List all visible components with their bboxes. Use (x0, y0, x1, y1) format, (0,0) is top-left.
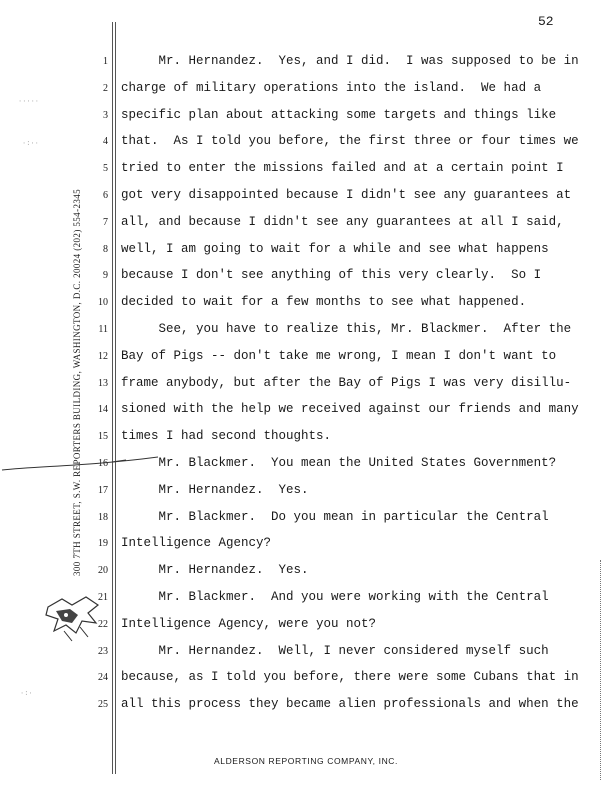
line-number: 9 (103, 270, 108, 282)
transcript-line: because, as I told you before, there were some Cubans that in (121, 670, 579, 685)
transcript-line: Mr. Hernandez. Yes. (121, 482, 309, 497)
transcript-line: charge of military operations into the island. We had a (121, 80, 542, 95)
transcript-line: that. As I told you before, the first three or four times we (121, 134, 579, 149)
margin-rule-right (115, 22, 116, 774)
transcript-line: got very disappointed because I didn't see any guarantees at (121, 188, 572, 202)
line-number: 1 (103, 56, 108, 67)
line-number: 20 (98, 565, 108, 577)
line-number: 15 (98, 431, 108, 443)
line-number: 22 (98, 618, 108, 630)
transcript-line: See, you have to realize this, Mr. Blackmer. After the (121, 322, 572, 336)
transcript-line: Mr. Blackmer. You mean the United States Government? (121, 456, 557, 470)
line-number: 7 (103, 216, 108, 228)
transcript-line: Mr. Blackmer. Do you mean in particular the Central (121, 509, 549, 524)
page-speckle: ····· (18, 98, 40, 106)
line-number: 18 (98, 511, 108, 523)
side-margin-address: 300 7TH STREET, S.W. REPORTERS BUILDING, WASHINGTON, D.C. 20024 (202) 554-2345 (72, 188, 82, 576)
stamp-mark-icon (42, 593, 104, 645)
transcript-line: all this process they became alien professionals and when the (121, 697, 579, 712)
transcript-line: Mr. Hernandez. Yes. (121, 563, 309, 578)
line-number: 23 (98, 645, 108, 657)
line-number: 6 (103, 190, 108, 201)
line-number: 10 (98, 297, 108, 309)
line-number: 13 (98, 377, 108, 389)
line-number: 25 (98, 699, 108, 711)
line-number: 8 (103, 243, 108, 255)
pen-stroke-mark (0, 452, 160, 482)
line-number: 21 (98, 592, 108, 603)
footer-reporting-company: ALDERSON REPORTING COMPANY, INC. (213, 756, 399, 766)
line-number: 2 (103, 82, 108, 94)
line-number: 3 (103, 109, 108, 121)
line-number: 19 (98, 538, 108, 550)
line-number: 11 (98, 324, 108, 335)
transcript-line: Mr. Hernandez. Yes, and I did. I was supposed to be in (121, 54, 579, 68)
page-speckle: ·:· (20, 690, 33, 698)
line-number: 17 (98, 484, 108, 496)
line-number: 24 (98, 672, 108, 684)
transcript-line: because I don't see anything of this very clearly. So I (121, 268, 542, 283)
transcript-line: sioned with the help we received against our friends and many (121, 402, 579, 417)
line-number: 5 (103, 163, 108, 175)
transcript-line: Mr. Hernandez. Well, I never considered myself such (121, 643, 549, 658)
transcript-line: Intelligence Agency, were you not? (121, 616, 377, 631)
transcript-line: well, I am going to wait for a while and see what happens (121, 241, 549, 256)
transcript-line: Intelligence Agency? (121, 536, 272, 551)
line-number: 12 (98, 350, 108, 362)
transcript-line: all, and because I didn't see any guarantees at all I said, (121, 214, 564, 229)
transcript-line: tried to enter the missions failed and at a certain point I (121, 161, 564, 176)
page-speckle: ·:·· (22, 140, 39, 148)
page-number: 52 (538, 14, 554, 29)
transcript-line: Mr. Blackmer. And you were working with the Central (121, 590, 549, 604)
margin-rule-left (112, 22, 113, 774)
line-number: 14 (98, 404, 108, 416)
transcript-line: specific plan about attacking some targets and things like (121, 107, 557, 122)
transcript-line: Bay of Pigs -- don't take me wrong, I mean I don't want to (121, 348, 557, 363)
transcript-line: frame anybody, but after the Bay of Pigs I was very disillu- (121, 375, 572, 390)
transcript-line: times I had second thoughts. (121, 429, 332, 444)
right-edge-rule (600, 560, 601, 780)
line-number: 4 (103, 136, 108, 148)
transcript-line: decided to wait for a few months to see what happened. (121, 295, 527, 310)
line-number: 16 (98, 458, 108, 469)
